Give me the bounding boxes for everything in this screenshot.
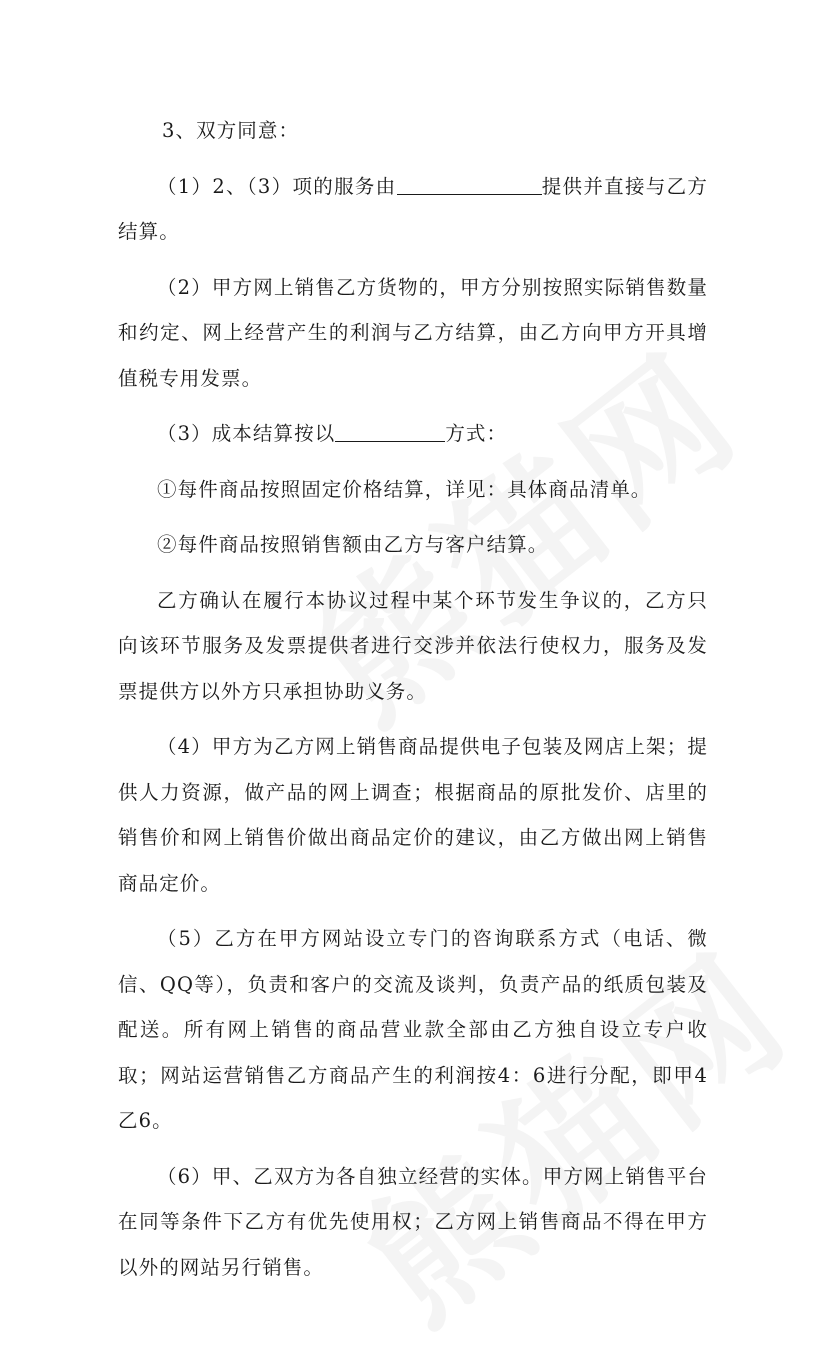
- confirmation-paragraph: [118, 578, 708, 715]
- clause-2-text: （2）甲方网上销售乙方货物的，甲方分别按照实际销售数量和约定、网上经营产生的利润与乙方结算，由乙方向甲方开具增值税专用发票。: [118, 275, 708, 390]
- document-body: [118, 108, 708, 1300]
- clause-2: [118, 265, 708, 402]
- option-1: [118, 467, 708, 513]
- clause-1-text-after: 提供并直接与乙方结算。: [118, 174, 708, 243]
- fill-in-blank-method: [335, 417, 445, 442]
- section-heading: [118, 108, 708, 154]
- clause-5-text: （5）乙方在甲方网站设立专门的咨询联系方式（电话、微信、QQ等），负责和客户的交流及谈判，负责产品的纸质包装及配送。所有网上销售的商品营业款全部由乙方独自设立专户收取；网站运营销售乙方商品产生的利润按4：6进行分配，即甲4乙6。: [118, 927, 708, 1132]
- clause-4-text: （4）甲方为乙方网上销售商品提供电子包装及网店上架；提供人力资源，做产品的网上调查；根据商品的原批发价、店里的销售价和网上销售价做出商品定价的建议，由乙方做出网上销售商品定价。: [118, 735, 708, 895]
- section-heading-text: 3、双方同意：: [162, 119, 300, 142]
- option-2-text: ②每件商品按照销售额由乙方与客户结算。: [157, 533, 549, 556]
- option-1-text: ①每件商品按照固定价格结算，详见：具体商品清单。: [157, 477, 652, 501]
- clause-6-text: （6）甲、乙双方为各自独立经营的实体。甲方网上销售平台在同等条件下乙方有优先使用权；乙方网上销售商品不得在甲方以外的网站另行销售。: [118, 1164, 708, 1279]
- clause-3-text-before: （3）成本结算按以: [157, 422, 336, 445]
- option-2: [118, 522, 708, 568]
- confirmation-text: 乙方确认在履行本协议过程中某个环节发生争议的，乙方只向该环节服务及发票提供者进行交涉并依法行使权力，服务及发票提供方以外方只承担协助义务。: [118, 588, 708, 703]
- clause-1: [118, 164, 708, 255]
- clause-3: [118, 411, 708, 457]
- clause-4: [118, 724, 708, 906]
- clause-5: [118, 916, 708, 1144]
- clause-1-text-before: （1）2、（3）项的服务由: [157, 174, 397, 198]
- clause-3-text-after: 方式：: [445, 422, 508, 445]
- fill-in-blank-provider: [397, 170, 542, 195]
